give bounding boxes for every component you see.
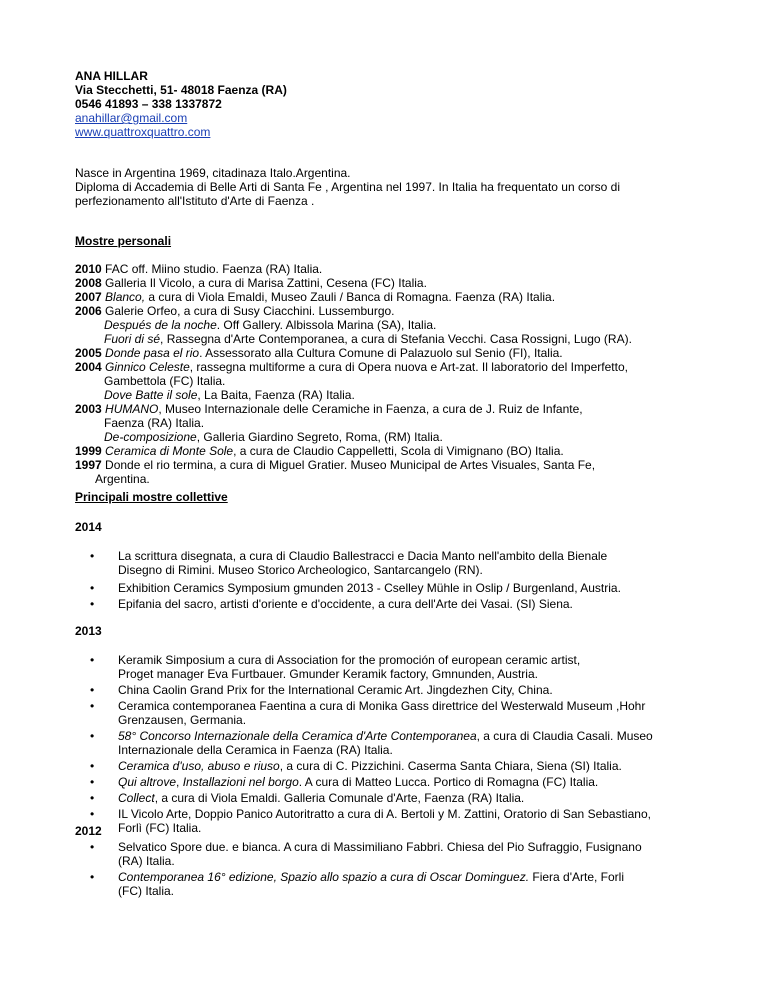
year: 2006 — [75, 304, 102, 318]
bullet-icon: • — [90, 549, 95, 563]
year-heading-2013: 2013 — [75, 624, 102, 638]
intro-line: perfezionamento all'Istituto d'Arte di Faenza . — [75, 194, 315, 208]
collective-list-2012 — [90, 840, 730, 898]
list-item: • Selvatico Spore due. e bianca. A cura di Massimiliano Fabbri. Chiesa del Pio Sufraggio, Fusignano (RA) Italia. — [90, 840, 642, 868]
bullet-icon: • — [90, 729, 95, 743]
artist-name: ANA HILLAR — [75, 69, 148, 83]
exhibition-entry: 1999 Ceramica di Monte Sole, a cura de Claudio Cappelletti, Scola di Vimignano (BO) Italia. — [75, 444, 564, 458]
list-item: • Ceramica d'uso, abuso e riuso, a cura di C. Pizzichini. Caserma Santa Chiara, Siena (SI) Italia. — [90, 759, 622, 773]
exhibition-entry: 2005 Donde pasa el rio. Assessorato alla Cultura Comune di Palazuolo sul Senio (FI), Italia. — [75, 346, 563, 360]
exhibition-entry-continued: Dove Batte il sole, La Baita, Faenza (RA) Italia. — [104, 388, 355, 402]
personal-exhibitions-list — [75, 262, 725, 486]
year: 2008 — [75, 276, 102, 290]
year: 2005 — [75, 346, 102, 360]
bullet-icon: • — [90, 653, 95, 667]
contact-header — [75, 69, 287, 139]
exhibition-entry-continued: De-composizione, Galleria Giardino Segreto, Roma, (RM) Italia. — [104, 430, 443, 444]
list-item: • IL Vicolo Arte, Doppio Panico Autoritratto a cura di A. Bertoli y M. Zattini, Oratorio di San Sebastiano, Forlì (FC) Italia. — [90, 807, 651, 835]
bullet-icon: • — [90, 870, 95, 884]
exhibition-entry: 2003 HUMANO, Museo Internazionale delle Ceramiche in Faenza, a cura de J. Ruiz de Infante, — [75, 402, 583, 416]
bullet-icon: • — [90, 791, 95, 805]
year: 2010 — [75, 262, 102, 276]
bullet-icon: • — [90, 775, 95, 789]
year: 1999 — [75, 444, 102, 458]
intro-line: Nasce in Argentina 1969, citadinaza Italo.Argentina. — [75, 166, 351, 180]
address: Via Stecchetti, 51- 48018 Faenza (RA) — [75, 83, 287, 97]
website-link[interactable]: www.quattroxquattro.com — [75, 125, 211, 139]
bullet-icon: • — [90, 840, 95, 854]
exhibition-entry: 2008 Galleria Il Vicolo, a cura di Marisa Zattini, Cesena (FC) Italia. — [75, 276, 427, 290]
exhibition-entry-continued: Argentina. — [95, 472, 150, 486]
section-title-personal: Mostre personali — [75, 234, 172, 248]
intro-paragraph — [75, 166, 715, 208]
year: 2003 — [75, 402, 102, 416]
list-item: • China Caolin Grand Prix for the International Ceramic Art. Jingdezhen City, China. — [90, 683, 553, 697]
bullet-icon: • — [90, 699, 95, 713]
exhibition-entry-continued: Fuori di sé, Rassegna d'Arte Contemporanea, a cura di Stefania Vecchi. Casa Rossigni, Lugo (RA). — [104, 332, 632, 346]
section-title-collective: Principali mostre collettive — [75, 490, 228, 504]
bullet-icon: • — [90, 683, 95, 697]
year: 1997 — [75, 458, 102, 472]
collective-list-2014 — [90, 549, 730, 611]
year: 2007 — [75, 290, 102, 304]
collective-list-2013 — [90, 653, 730, 835]
intro-line: Diploma di Accademia di Belle Arti di Santa Fe , Argentina nel 1997. In Italia ha frequentato un corso di — [75, 180, 620, 194]
list-item: • Contemporanea 16° edizione, Spazio allo spazio a cura di Oscar Dominguez. Fiera d'Arte, Forli (FC) Italia. — [90, 870, 625, 898]
bullet-icon: • — [90, 807, 95, 821]
list-item: • Keramik Simposium a cura di Association for the promoción of european ceramic artist, Proget manager Eva Furtbauer. Gmunder Keramik factory, Gmnunden, Austria. — [90, 653, 581, 681]
exhibition-entry: 2007 Blanco, a cura di Viola Emaldi, Museo Zauli / Banca di Romagna. Faenza (RA) Italia. — [75, 290, 556, 304]
bullet-icon: • — [90, 597, 95, 611]
bullet-icon: • — [90, 581, 95, 595]
exhibition-entry: 2006 Galerie Orfeo, a cura di Susy Ciacchini. Lussemburgo. — [75, 304, 395, 318]
email-link[interactable]: anahillar@gmail.com — [75, 111, 188, 125]
list-item: • Collect, a cura di Viola Emaldi. Galleria Comunale d'Arte, Faenza (RA) Italia. — [90, 791, 525, 805]
exhibition-entry-continued: Gambettola (FC) Italia. — [104, 374, 226, 388]
list-item: • Epifania del sacro, artisti d'oriente e d'occidente, a cura dell'Arte dei Vasai. (SI) Siena. — [90, 597, 573, 611]
exhibition-entry: 2010 FAC off. Miino studio. Faenza (RA) Italia. — [75, 262, 323, 276]
exhibition-entry: 1997 Donde el rio termina, a cura di Miguel Gratier. Museo Municipal de Artes Visuales, Santa Fe, — [75, 458, 596, 472]
exhibition-entry-continued: Después de la noche. Off Gallery. Albissola Marina (SA), Italia. — [104, 318, 437, 332]
list-item: • La scrittura disegnata, a cura di Claudio Ballestracci e Dacia Manto nell'ambito della Bienale Disegno di Rimini. Museo Storico Archeologico, Santarcangelo (RN). — [90, 549, 608, 577]
phone: 0546 41893 – 338 1337872 — [75, 97, 222, 111]
list-item: • Ceramica contemporanea Faentina a cura di Monika Gass direttrice del Westerwald Museum ,Hohr Grenzausen, Germania. — [90, 699, 646, 727]
list-item: • 58° Concorso Internazionale della Ceramica d'Arte Contemporanea, a cura di Claudia Casali. Museo Internazionale della Ceramica in Faenza (RA) Italia. — [90, 729, 653, 757]
exhibition-entry: 2004 Ginnico Celeste, rassegna multiforme a cura di Opera nuova e Art-zat. Il laboratorio del Imperfetto, — [75, 360, 628, 374]
bullet-icon: • — [90, 759, 95, 773]
year: 2004 — [75, 360, 102, 374]
list-item: • Exhibition Ceramics Symposium gmunden 2013 - Cselley Mühle in Oslip / Burgenland, Austria. — [90, 581, 621, 595]
list-item: • Qui altrove, Installazioni nel borgo. A cura di Matteo Lucca. Portico di Romagna (FC) Italia. — [90, 775, 599, 789]
year-heading-2014: 2014 — [75, 520, 102, 534]
year-heading-2012: 2012 — [75, 824, 102, 838]
exhibition-entry-continued: Faenza (RA) Italia. — [104, 416, 205, 430]
